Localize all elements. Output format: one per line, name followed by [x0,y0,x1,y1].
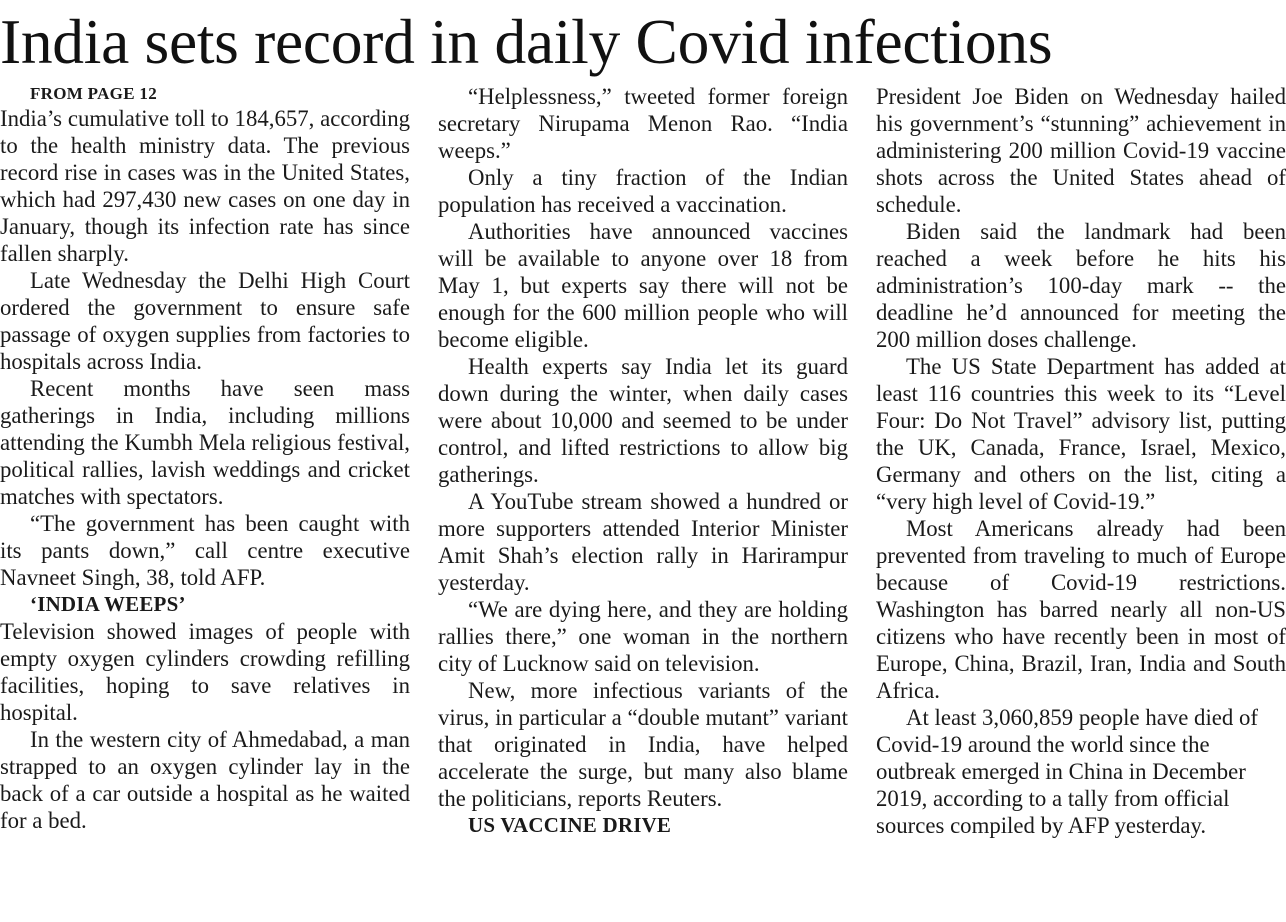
article-column-3 [876,83,1286,839]
paragraph: New, more infectious variants of the virus, in particular a “double mutant” variant that originated in India, have helped accelerate the surge, but many also blame the politicians, reports Reuters. [438,678,848,811]
paragraph: Television showed images of people with empty oxygen cylinders crowding refilling facilities, hoping to save relatives in hospital. [0,619,410,725]
paragraph: “The government has been caught with its pants down,” call centre executive Navneet Singh, 38, told AFP. [0,511,410,590]
subhead-us-vaccine-drive: US VACCINE DRIVE [468,813,672,837]
paragraph: A YouTube stream showed a hundred or more supporters attended Interior Minister Amit Shah’s election rally in Harirampur yesterday. [438,489,848,595]
paragraph: Late Wednesday the Delhi High Court ordered the government to ensure safe passage of oxygen supplies from factories to hospitals across India. [0,268,410,374]
paragraph: At least 3,060,859 people have died of Covid-19 around the world since the outbreak emerged in China in December 2019, according to a tally from official sources compiled by AFP yesterday. [876,705,1258,838]
article-column-1 [0,83,410,834]
paragraph: President Joe Biden on Wednesday hailed his government’s “stunning” achievement in administering 200 million Covid-19 vaccine shots across the United States ahead of schedule. [876,84,1286,217]
paragraph: In the western city of Ahmedabad, a man strapped to an oxygen cylinder lay in the back of a car outside a hospital as he waited for a bed. [0,727,410,833]
paragraph: Authorities have announced vaccines will be available to anyone over 18 from May 1, but experts say there will not be enough for the 600 million people who will become eligible. [438,219,848,352]
paragraph: Biden said the landmark had been reached a week before he hits his administration’s 100-day mark -- the deadline he’d announced for meeting the 200 million doses challenge. [876,219,1286,352]
jump-line: FROM PAGE 12 [30,84,157,103]
paragraph: Most Americans already had been prevented from traveling to much of Europe because of Covid-19 restrictions. Washington has barred nearly all non-US citizens who have recently been in most of Europe, China, Brazil, Iran, India and South Africa. [876,516,1286,703]
subhead-india-weeps: ‘INDIA WEEPS’ [30,592,186,616]
paragraph: “Helplessness,” tweeted former foreign secretary Nirupama Menon Rao. “India weeps.” [438,84,848,163]
paragraph: “We are dying here, and they are holding rallies there,” one woman in the northern city of Lucknow said on television. [438,597,848,676]
paragraph: The US State Department has added at least 116 countries this week to its “Level Four: Do Not Travel” advisory list, putting the UK, Canada, France, Israel, Mexico, Germany and others on the list, citing a “very high level of Covid-19.” [876,354,1286,514]
paragraph: India’s cumulative toll to 184,657, according to the health ministry data. The previous record rise in cases was in the United States, which had 297,430 new cases on one day in January, though its infection rate has since fallen sharply. [0,106,410,266]
paragraph: Only a tiny fraction of the Indian population has received a vaccination. [438,165,848,217]
paragraph: Recent months have seen mass gatherings in India, including millions attending the Kumbh Mela religious festival, political rallies, lavish weddings and cricket matches with spectators. [0,376,410,509]
headline: India sets record in daily Covid infections [0,6,1053,77]
article-column-2 [438,83,848,839]
paragraph: Health experts say India let its guard down during the winter, when daily cases were about 10,000 and seemed to be under control, and lifted restrictions to allow big gatherings. [438,354,848,487]
